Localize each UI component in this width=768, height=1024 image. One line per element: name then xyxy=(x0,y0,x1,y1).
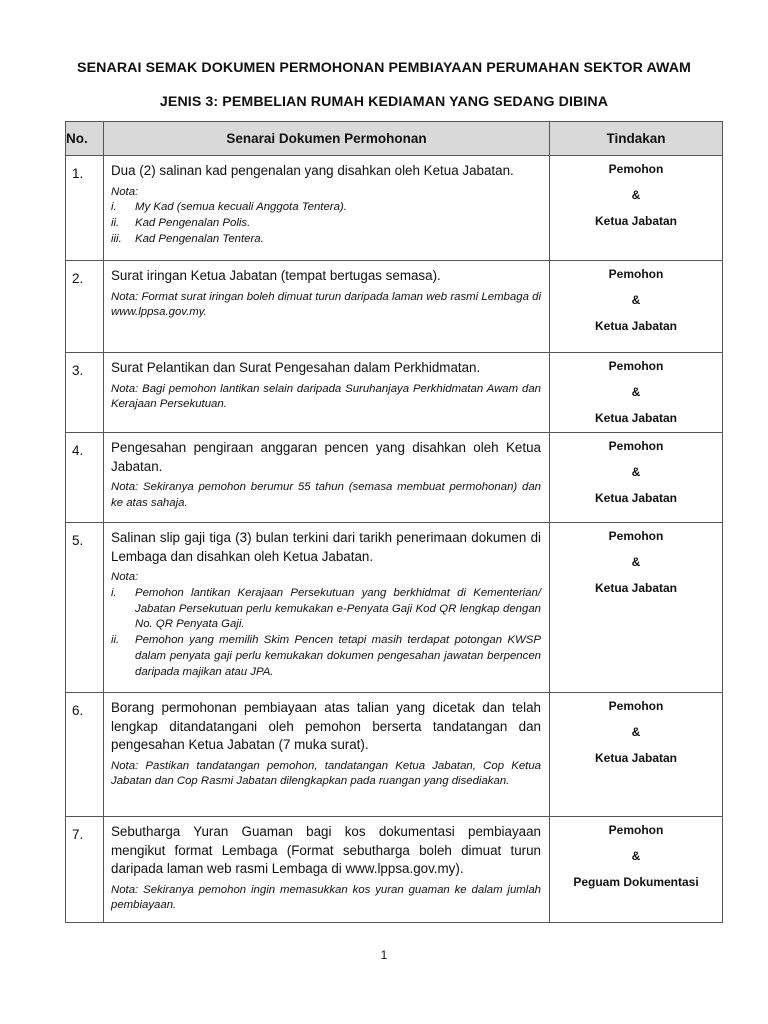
action-and: & xyxy=(631,725,641,739)
document-cell xyxy=(104,693,550,817)
action-cell xyxy=(550,353,723,433)
note-item-number: i. xyxy=(111,201,117,214)
table-row xyxy=(66,156,723,261)
table-row xyxy=(66,693,723,817)
action-primary: Pemohon xyxy=(608,267,664,281)
action-secondary: Ketua Jabatan xyxy=(594,581,678,595)
action-and: & xyxy=(631,293,641,307)
table-row xyxy=(66,261,723,353)
action-cell xyxy=(550,261,723,353)
row-number: 2. xyxy=(66,261,104,353)
table-header-row xyxy=(66,122,723,156)
note-label: Nota: xyxy=(111,571,139,583)
document-text: Sebutharga Yuran Guaman bagi kos dokumentasi pembiayaan mengikut format Lembaga (Format sebutharga boleh dimuat turun daripada laman web rasmi Lembaga di www.lppsa.gov.my). xyxy=(111,824,541,876)
document-text: Surat iringan Ketua Jabatan (tempat bertugas semasa). xyxy=(111,268,441,283)
header-documents: Senarai Dokumen Permohonan xyxy=(104,122,550,156)
action-and: & xyxy=(631,188,641,202)
note xyxy=(111,185,541,248)
table-row xyxy=(66,523,723,693)
document-cell xyxy=(104,817,550,923)
note-item xyxy=(111,200,541,216)
note: Nota: Sekiranya pemohon berumur 55 tahun (semasa membuat permohonan) dan ke atas sahaja. xyxy=(111,481,541,509)
header-no: No. xyxy=(66,122,104,156)
note-label: Nota: xyxy=(111,185,139,198)
note-item-text: My Kad (semua kecuali Anggota Tentera). xyxy=(135,201,347,214)
note-item-text: Kad Pengenalan Tentera. xyxy=(135,232,264,245)
note-item-number: iii. xyxy=(111,232,122,245)
row-number: 4. xyxy=(66,433,104,523)
row-number: 3. xyxy=(66,353,104,433)
action-primary: Pemohon xyxy=(608,439,664,453)
action-secondary: Ketua Jabatan xyxy=(594,491,678,505)
row-number: 7. xyxy=(66,817,104,923)
action-cell xyxy=(550,523,723,693)
action-primary: Pemohon xyxy=(608,162,664,176)
action-and: & xyxy=(631,385,641,399)
table-row xyxy=(66,433,723,523)
note-item-number: ii. xyxy=(111,217,120,230)
action-cell xyxy=(550,433,723,523)
note: Nota: Bagi pemohon lantikan selain daripada Suruhanjaya Perkhidmatan Awam dan Kerajaan Persekutuan. xyxy=(111,382,541,411)
document-cell xyxy=(104,156,550,261)
document-cell xyxy=(104,353,550,433)
table-row xyxy=(66,353,723,433)
action-cell xyxy=(550,817,723,923)
action-and: & xyxy=(631,465,641,479)
note-item-text: Pemohon lantikan Kerajaan Persekutuan yang berkhidmat di Kementerian/ Jabatan Persekutuan perlu kemukakan e-Penyata Gaji Kod QR lengkap dengan No. QR Penyata Gaji. xyxy=(135,586,541,631)
action-primary: Pemohon xyxy=(608,529,664,543)
note xyxy=(111,570,541,681)
document-text: Surat Pelantikan dan Surat Pengesahan dalam Perkhidmatan. xyxy=(111,360,481,375)
checklist-table xyxy=(65,121,723,923)
document-cell xyxy=(104,261,550,353)
document-cell xyxy=(104,523,550,693)
table-row xyxy=(66,817,723,923)
note-item-number: ii. xyxy=(111,634,120,647)
row-number: 6. xyxy=(66,693,104,817)
row-number: 1. xyxy=(66,156,104,261)
document-text: Dua (2) salinan kad pengenalan yang disahkan oleh Ketua Jabatan. xyxy=(111,163,514,178)
note-item-text: Kad Pengenalan Polis. xyxy=(135,217,251,230)
note-item-text: Pemohon yang memilih Skim Pencen tetapi masih terdapat potongan KWSP dalam penyata gaji perlu kemukakan dokumen pengesahan jawatan berpencen daripada majikan atau JPA. xyxy=(135,634,541,678)
page-title: SENARAI SEMAK DOKUMEN PERMOHONAN PEMBIAYAAN PERUMAHAN SEKTOR AWAM xyxy=(77,60,691,76)
action-primary: Pemohon xyxy=(608,823,664,837)
action-secondary: Ketua Jabatan xyxy=(594,411,678,425)
action-and: & xyxy=(631,849,641,863)
note: Nota: Sekiranya pemohon ingin memasukkan kos yuran guaman ke dalam jumlah pembiayaan. xyxy=(111,883,541,912)
page-number: 1 xyxy=(380,948,388,962)
row-number: 5. xyxy=(66,523,104,693)
note-item-number: i. xyxy=(111,586,117,599)
page-subtitle: JENIS 3: PEMBELIAN RUMAH KEDIAMAN YANG SEDANG DIBINA xyxy=(159,94,609,110)
action-primary: Pemohon xyxy=(608,699,664,713)
action-secondary: Ketua Jabatan xyxy=(594,751,678,765)
action-primary: Pemohon xyxy=(608,359,664,373)
action-and: & xyxy=(631,555,641,569)
note: Nota: Format surat iringan boleh dimuat turun daripada laman web rasmi Lembaga di www.lppsa.gov.my. xyxy=(111,290,541,319)
note-item xyxy=(111,232,541,248)
document-text: Pengesahan pengiraan anggaran pencen yang disahkan oleh Ketua Jabatan. xyxy=(111,440,541,474)
action-secondary: Ketua Jabatan xyxy=(594,319,678,333)
header-action: Tindakan xyxy=(550,122,723,156)
note-item xyxy=(111,216,541,232)
note-item xyxy=(111,633,541,680)
document-text: Salinan slip gaji tiga (3) bulan terkini dari tarikh penerimaan dokumen di Lembaga dan disahkan oleh Ketua Jabatan. xyxy=(111,530,541,564)
action-cell xyxy=(550,156,723,261)
note-item xyxy=(111,586,541,633)
document-text: Borang permohonan pembiayaan atas talian yang dicetak dan telah lengkap ditandatangani oleh pemohon berserta tandatangan dan pengesahan Ketua Jabatan (7 muka surat). xyxy=(111,700,541,752)
action-secondary: Ketua Jabatan xyxy=(594,214,678,228)
note: Nota: Pastikan tandatangan pemohon, tandatangan Ketua Jabatan, Cop Ketua Jabatan dan Cop Rasmi Jabatan dilengkapkan pada ruangan yang disediakan. xyxy=(111,759,541,788)
action-cell xyxy=(550,693,723,817)
action-secondary: Peguam Dokumentasi xyxy=(573,875,699,889)
document-cell xyxy=(104,433,550,523)
